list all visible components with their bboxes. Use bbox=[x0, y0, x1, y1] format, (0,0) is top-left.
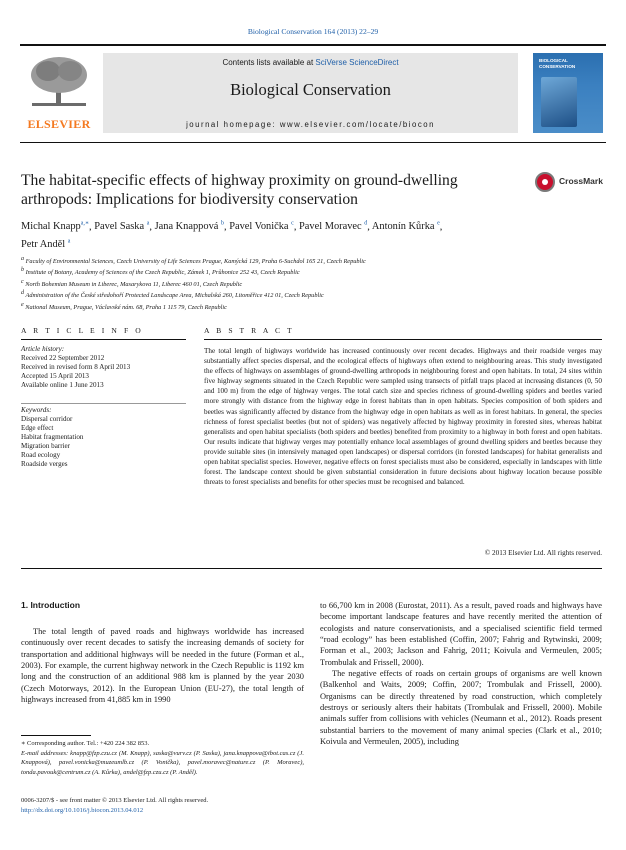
keyword: Migration barrier bbox=[21, 442, 71, 450]
history-item: Accepted 15 April 2013 bbox=[21, 372, 89, 380]
author[interactable]: Michal Knapp$^{a,∗}$ bbox=[21, 221, 89, 233]
info-divider bbox=[21, 403, 186, 404]
author[interactable]: Pavel Moravec $^d$ bbox=[299, 221, 368, 233]
article-history bbox=[21, 345, 191, 390]
keywords bbox=[21, 406, 191, 469]
intro-paragraph: The total length of paved roads and highways worldwide has increased continuously over recent decades to satisfy the increasing demands of society for transportation and additional highways will be needed in the future (Forman et al., 2003). For example, the current highway network in the Czech Republic is 1192 km long and the construction of an additional 988 km is planned by the year 2030 (Czech Motorways, 2012). In the European Union (EU-27), the total length of highways increased from 41,885 km in 1990 bbox=[21, 627, 304, 705]
author[interactable]: Pavel Vonička $^c$ bbox=[229, 221, 294, 233]
abstract-bottom-rule bbox=[21, 568, 602, 569]
keyword: Edge effect bbox=[21, 424, 54, 432]
section-heading-introduction: 1. Introduction bbox=[21, 600, 81, 610]
elsevier-logo[interactable] bbox=[22, 53, 96, 131]
corresponding-author: ∗ Corresponding author. Tel.: +420 224 382 853. bbox=[21, 740, 150, 747]
abstract-rule bbox=[204, 339, 602, 340]
issn-line: 0006-3207/$ - see front matter © 2013 Elsevier Ltd. All rights reserved. bbox=[21, 797, 209, 804]
abstract-heading: A B S T R A C T bbox=[204, 326, 295, 335]
crossmark-label: CrossMark bbox=[559, 176, 603, 186]
article-title: The habitat-specific effects of highway proximity on ground-dwelling arthropods: Implications for biodiversity conservation bbox=[21, 172, 458, 208]
keywords-label: Keywords: bbox=[21, 406, 52, 414]
history-item: Received 22 September 2012 bbox=[21, 354, 105, 362]
contents-line bbox=[103, 58, 518, 67]
affiliation: $^d$ Administration of the České středohoří Protected Landscape Area, Michalská 260, Litoměřice 412 01, Czech Republic bbox=[21, 290, 324, 300]
intro-paragraph: to 66,700 km in 2008 (Eurostat, 2011). As a result, paved roads and highways have become important landscape features and have recently merited the attention of ecologists and nature conservationists, and a specialised scientific field termed “road ecology” has been established (Coffin, 2007; Fahrig and Rytwinski, 2009; Forman et al., 2003; Jackson and Fahrig, 2011; Koivula and Vermeulen, 2005; Trombulak and Frissell, 2000). bbox=[320, 601, 602, 667]
author[interactable]: Antonín Kůrka $^e$ bbox=[371, 221, 440, 233]
abstract-copyright: © 2013 Elsevier Ltd. All rights reserved. bbox=[484, 549, 602, 557]
contents-prefix: Contents lists available at bbox=[222, 58, 316, 67]
affiliation: $^b$ Institute of Botany, Academy of Sciences of the Czech Republic, Zámek 1, Průhonice 252 43, Czech Republic bbox=[21, 267, 300, 277]
crossmark-icon bbox=[535, 172, 555, 192]
footnote bbox=[21, 739, 304, 778]
keyword: Roadside verges bbox=[21, 460, 68, 468]
author[interactable]: Jana Knappová $^b$ bbox=[154, 221, 224, 233]
abstract-body bbox=[204, 346, 602, 487]
page-footer bbox=[21, 796, 321, 815]
history-label: Article history: bbox=[21, 345, 65, 353]
article-info-heading: A R T I C L E I N F O bbox=[21, 326, 144, 335]
elsevier-wordmark: ELSEVIER bbox=[27, 117, 91, 131]
author[interactable]: Pavel Saska $^a$ bbox=[94, 221, 150, 233]
author[interactable]: Petr Anděl $^a$ bbox=[21, 238, 71, 250]
footnote-rule bbox=[21, 735, 91, 736]
intro-left-column bbox=[21, 626, 304, 705]
author-list: Michal Knapp$^{a,∗}$, Pavel Saska $^a$, Jana Knappová $^b$, Pavel Vonička $^c$, Pavel Moravec $^d$, Antonín Kůrka $^e$, Petr Anděl $^a$ bbox=[21, 221, 443, 250]
keyword: Dispersal corridor bbox=[21, 415, 73, 423]
abstract-text: The total length of highways worldwide has increased continuously over recent decades. Highways and their roadside verges may substantially affect species dispersal, and the ecological effects of highways often extend to neighbouring areas. This study investigated the effects of highways on assemblages of ground-dwelling arthropods in neighbouring forest and open habitats. In total, 24 sites within five highway segments situated in the Czech Republic were sampled using transects of pitfall traps placed at increasing distances (0, 50 and 100 m) from the edge of highway verges. The total catch size and species richness of ground-dwelling spiders and beetles varied more strongly with distance from the highway edge in forest habitats than in open habitats. Species composition of both spiders and beetles was significantly affected by distance from the highway edge in open habitats as well as in forest habitats. In general, the species richness of forest specialist beetles (but not of spiders) was negatively affected by highway proximity in forested sites, whereas habitat generalists and open habitat specialists (both spiders and beetles) benefited from proximity to a highway in both forest and open habitats. Our results indicate that highway verges may potentially enhance local assemblages of ground dwelling spiders and beetles because they provide suitable sites (in intensively managed open landscapes) or dispersal corridors (in forested landscapes) for habitat generalists and open habitat specialist species. However, negative effects on forest specialists must also be considered, especially in landscapes with little forest. The landscape context should be given substantial consideration in future decisions about highway location because possible threats to forest specialists and benefits for other species must be recognised and balanced. bbox=[204, 347, 602, 487]
keyword: Habitat fragmentation bbox=[21, 433, 84, 441]
header-rule bbox=[20, 44, 606, 46]
affiliation: $^a$ Faculty of Environmental Sciences, Czech University of Life Sciences Prague, Kamýcká 129, Praha 6-Suchdol 165 21, Czech Republic bbox=[21, 256, 366, 266]
cover-art bbox=[541, 77, 577, 127]
cover-title: BIOLOGICAL CONSERVATION bbox=[539, 58, 576, 69]
journal-homepage[interactable]: journal homepage: www.elsevier.com/locate/biocon bbox=[186, 120, 435, 129]
affiliations bbox=[21, 255, 601, 312]
crossmark-badge[interactable] bbox=[535, 172, 607, 196]
journal-citation[interactable]: Biological Conservation 164 (2013) 22–29 bbox=[247, 27, 379, 36]
email-addresses[interactable]: E-mail addresses: knapp@fzp.czu.cz (M. Knapp), saska@vurv.cz (P. Saska), jana.knappova@ibot.cas.cz (J. Knappová), pavel.vonicka@muzeumlb.cz (P. Vonička), pavel.moravec@nature.cz (P. Moravec), tonda.pavouk@centrum.cz (A. Kůrka), andel@fzp.czu.cz (P. Anděl). bbox=[21, 749, 304, 777]
journal-cover-image[interactable] bbox=[533, 53, 603, 133]
doi-link[interactable]: http://dx.doi.org/10.1016/j.biocon.2013.04.012 bbox=[21, 806, 144, 814]
history-item: Available online 1 June 2013 bbox=[21, 381, 104, 389]
article-info-rule bbox=[21, 339, 186, 340]
elsevier-tree-icon bbox=[26, 53, 92, 109]
intro-paragraph: The negative effects of roads on certain groups of organisms are well known (Balkenhol and Waits, 2009; Coffin, 2007; Trombulak and Frissell, 2000). Organisms can be directly threatened by road construction, which completely destroys or seriously alters their habitats (Trombulak and Frissell, 2000). Mobile animals suffer from collisions with vehicles (Neumann et al., 2012). Roads present substantial barriers to the movement of many animal species (Clark et al., 2010; Koivula and Vermeulen, 2005), including bbox=[320, 669, 602, 747]
intro-right-column bbox=[320, 600, 602, 747]
affiliation: $^c$ North Bohemian Museum in Liberec, Masarykova 11, Liberec 460 01, Czech Republic bbox=[21, 278, 243, 288]
history-item: Received in revised form 8 April 2013 bbox=[21, 363, 131, 371]
sciencedirect-link[interactable]: SciVerse ScienceDirect bbox=[315, 58, 399, 67]
journal-title: Biological Conservation bbox=[230, 80, 391, 99]
affiliation: $^e$ National Museum, Prague, Václavské nám. 68, Praha 1 115 79, Czech Republic bbox=[21, 301, 227, 311]
header-bottom-rule bbox=[20, 142, 606, 143]
keyword: Road ecology bbox=[21, 451, 61, 459]
